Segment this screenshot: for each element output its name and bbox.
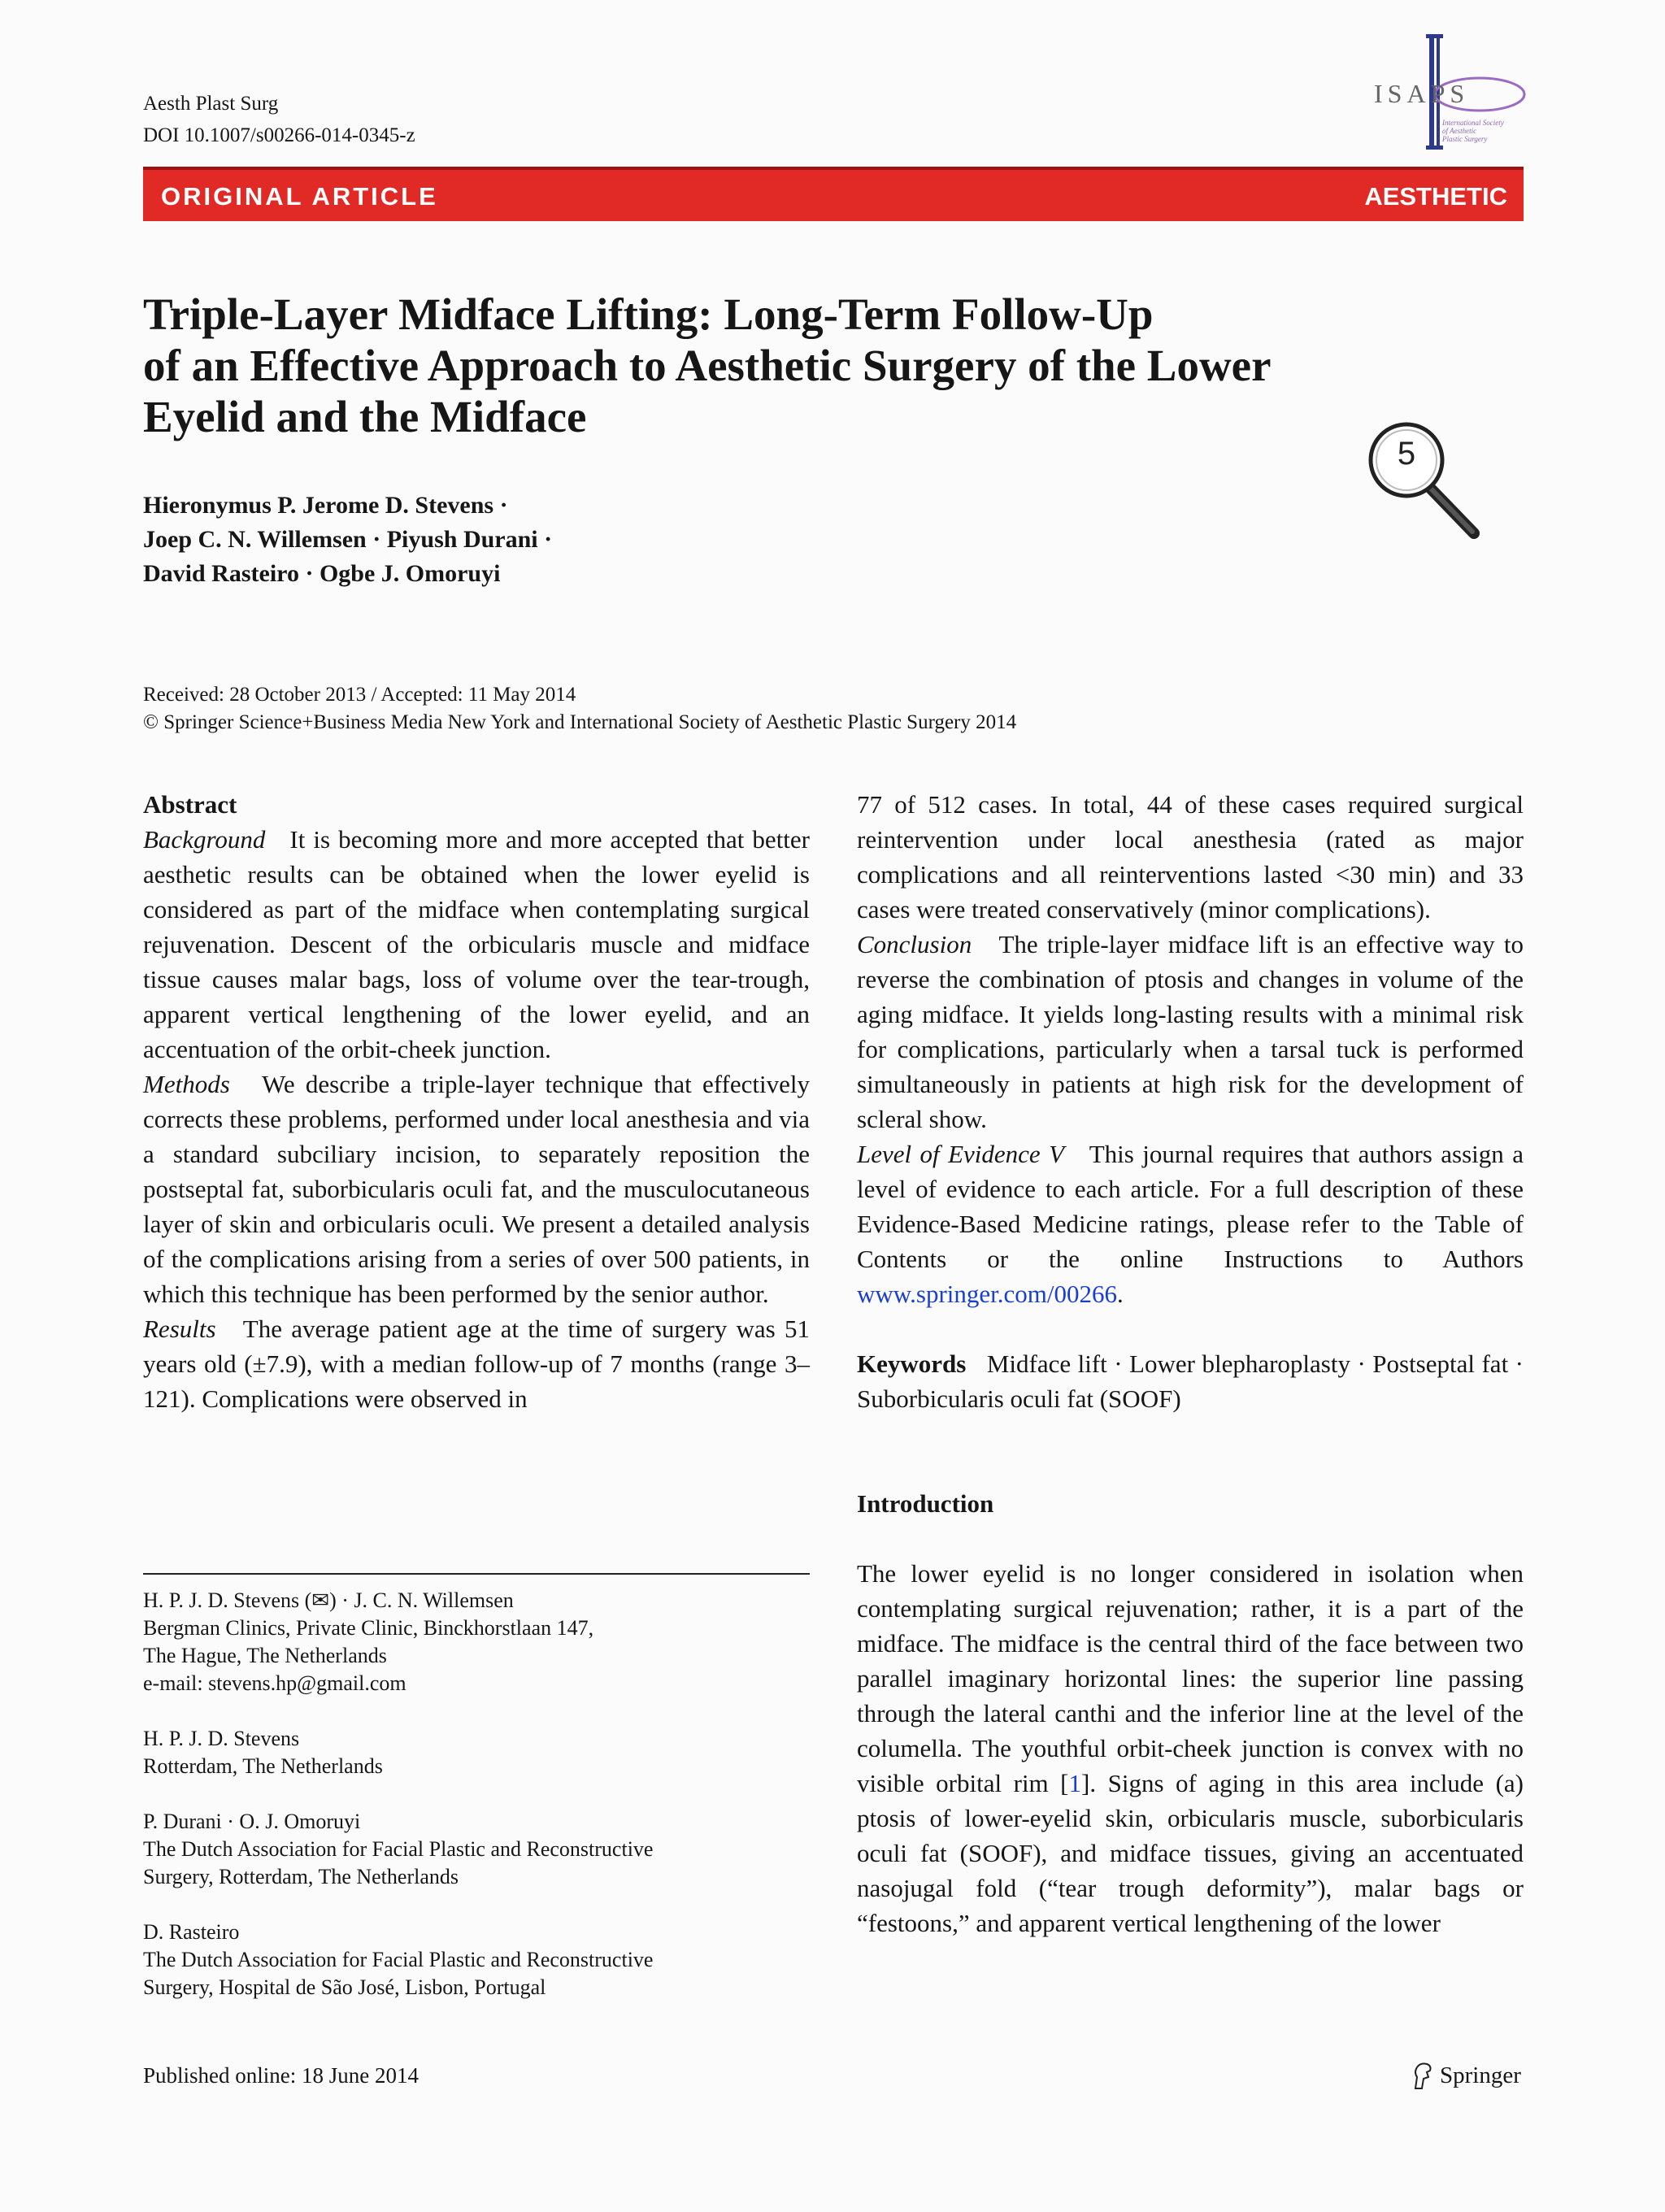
abstract-results <box>143 1311 810 1416</box>
svg-text:Plastic Surgery: Plastic Surgery <box>1442 135 1488 143</box>
conclusion-label: Conclusion <box>857 930 972 958</box>
methods-text: We describe a triple-layer technique that effectively corrects these problems, performed under local anesthesia and via a standard subciliary incision, to separately reposition the postseptal fat, suborbicularis oculi fat, and the musculocutaneous layer of skin and orbicularis oculi. We present a detailed analysis of the complications arising from a series of over 500 patients, in which this technique has been performed by the senior author. <box>143 1070 810 1308</box>
affiliation-line: The Dutch Association for Facial Plastic and Reconstructive <box>143 1837 654 1861</box>
article-title <box>143 289 1411 442</box>
level-text: This journal requires that authors assign a level of evidence to each article. For a full description of these Evidence-Based Medicine ratings, please refer to the Table of Contents or the online Instructions to Authors <box>857 1140 1524 1273</box>
journal-name: Aesth Plast Surg <box>143 93 279 115</box>
affiliation-block <box>143 1808 810 1891</box>
affiliation-line: H. P. J. D. Stevens (✉) · J. C. N. Willemsen <box>143 1588 514 1612</box>
affiliation-line: Surgery, Hospital de São José, Lisbon, Portugal <box>143 1975 546 1999</box>
affiliation-line: The Hague, The Netherlands <box>143 1644 387 1667</box>
author-list <box>143 489 552 591</box>
intro-text-part: The lower eyelid is no longer considered in isolation when contemplating surgical rejuvenation; rather, it is a part of the midface. The midface is the central third of the face between two parallel imaginary horizontal lines: the superior line passing through the lateral canthi and the inferior line at the level of the columella. The youthful orbit-cheek junction is convex with no visible orbital rim [ <box>857 1559 1524 1797</box>
intro-text-part: ]. Signs of aging in this area include (a) ptosis of lower-eyelid skin, orbicularis muscle, suborbicularis oculi fat (SOOF), and midface tissues, giving an accentuated nasojugal fold (“tear trough deformity”), malar bags or “festoons,” and apparent vertical lengthening of the lower <box>857 1769 1524 1937</box>
affiliation-line: P. Durani · O. J. Omoruyi <box>143 1810 361 1833</box>
copyright: © Springer Science+Business Media New York and International Society of Aesthetic Plastic Surgery 2014 <box>143 711 1017 733</box>
keywords <box>857 1346 1524 1416</box>
affiliation-line: D. Rasteiro <box>143 1920 240 1944</box>
keywords-label: Keywords <box>857 1349 967 1378</box>
conclusion-text: The triple-layer midface lift is an effective way to reverse the combination of ptosis and changes in volume of the aging midface. It yields long-lasting results with a minimal risk for complications, particularly when a tarsal tuck is performed simultaneously in patients at high risk for the development of scleral show. <box>857 930 1524 1133</box>
banner-original-article: ORIGINAL ARTICLE <box>161 182 438 211</box>
background-label: Background <box>143 825 266 854</box>
affiliation-line: Rotterdam, The Netherlands <box>143 1754 383 1778</box>
affiliation-line: H. P. J. D. Stevens <box>143 1727 300 1750</box>
affiliation-line: The Dutch Association for Facial Plastic and Reconstructive <box>143 1948 654 1971</box>
article-type-banner <box>143 167 1524 221</box>
author-line: Hieronymus P. Jerome D. Stevens · <box>143 492 508 519</box>
title-line: Triple-Layer Midface Lifting: Long-Term Follow-Up <box>143 289 1154 339</box>
received-accepted: Received: 28 October 2013 / Accepted: 11 May 2014 <box>143 684 576 706</box>
abstract-background <box>143 822 810 1067</box>
footnote-divider <box>143 1573 810 1575</box>
abstract-left-column <box>143 787 810 1416</box>
affiliation-line: Bergman Clinics, Private Clinic, Binckhorstlaan 147, <box>143 1616 594 1640</box>
springer-wordmark: Springer <box>1440 2062 1521 2088</box>
introduction-text <box>857 1556 1524 1940</box>
title-line: Eyelid and the Midface <box>143 392 587 441</box>
isaps-logo-text: ISAPS <box>1374 79 1470 108</box>
background-text: It is becoming more and more accepted that better aesthetic results can be obtained when the lower eyelid is considered as part of the midface when contemplating surgical rejuvenation. Descent of the orbicularis muscle and midface tissue causes malar bags, loss of volume over the tear-trough, apparent vertical lengthening of the lower eyelid, and an accentuation of the orbit-cheek junction. <box>143 825 811 1063</box>
author-line: Joep C. N. Willemsen · Piyush Durani · <box>143 526 553 553</box>
affiliation-email[interactable]: e-mail: stevens.hp@gmail.com <box>143 1671 406 1695</box>
affiliation-block <box>143 1725 810 1780</box>
results-text: The average patient age at the time of surgery was 51 years old (±7.9), with a median follow-up of 7 months (range 3–121). Complications were observed in <box>143 1315 810 1413</box>
affiliation-line: Surgery, Rotterdam, The Netherlands <box>143 1865 459 1888</box>
evidence-level-badge <box>1362 421 1492 543</box>
svg-text:International Society: International Society <box>1442 119 1504 127</box>
isaps-logo <box>1358 33 1528 154</box>
isaps-logo-graphic <box>1358 33 1528 154</box>
introduction-heading: Introduction <box>857 1489 994 1518</box>
title-line: of an Effective Approach to Aesthetic Surgery of the Lower <box>143 341 1272 390</box>
abstract-methods <box>143 1067 810 1311</box>
evidence-level-number: 5 <box>1397 436 1416 472</box>
affiliations <box>143 1587 810 2029</box>
abstract-level-of-evidence <box>857 1136 1524 1311</box>
affiliation-block <box>143 1587 810 1697</box>
banner-aesthetic: AESTHETIC <box>1364 182 1507 211</box>
level-label: Level of Evidence V <box>857 1140 1065 1168</box>
results-continued: 77 of 512 cases. In total, 44 of these cases required surgical reintervention under local anesthesia (rated as major complications and all reinterventions lasted <30 min) and 33 cases were treated conservatively (minor complications). <box>857 790 1524 923</box>
keywords-text: Midface lift · Lower blepharoplasty · Postseptal fat · Suborbicularis oculi fat (SOOF) <box>857 1349 1524 1413</box>
abstract-conclusion <box>857 927 1524 1136</box>
published-online: Published online: 18 June 2014 <box>143 2063 419 2088</box>
author-line: David Rasteiro · Ogbe J. Omoruyi <box>143 560 501 587</box>
springer-logo <box>1411 2059 1521 2092</box>
methods-label: Methods <box>143 1070 230 1098</box>
svg-text:of Aesthetic: of Aesthetic <box>1442 127 1477 135</box>
doi: DOI 10.1007/s00266-014-0345-z <box>143 124 415 146</box>
abstract-heading: Abstract <box>143 790 237 819</box>
abstract-right-column <box>857 787 1524 1940</box>
affiliation-block <box>143 1919 810 2001</box>
level-end: . <box>1117 1280 1124 1308</box>
publication-history <box>143 681 1016 737</box>
springer-link[interactable]: www.springer.com/00266 <box>857 1280 1118 1308</box>
springer-horse-icon <box>1411 2061 1435 2090</box>
results-label: Results <box>143 1315 216 1343</box>
reference-link[interactable]: 1 <box>1068 1769 1082 1797</box>
